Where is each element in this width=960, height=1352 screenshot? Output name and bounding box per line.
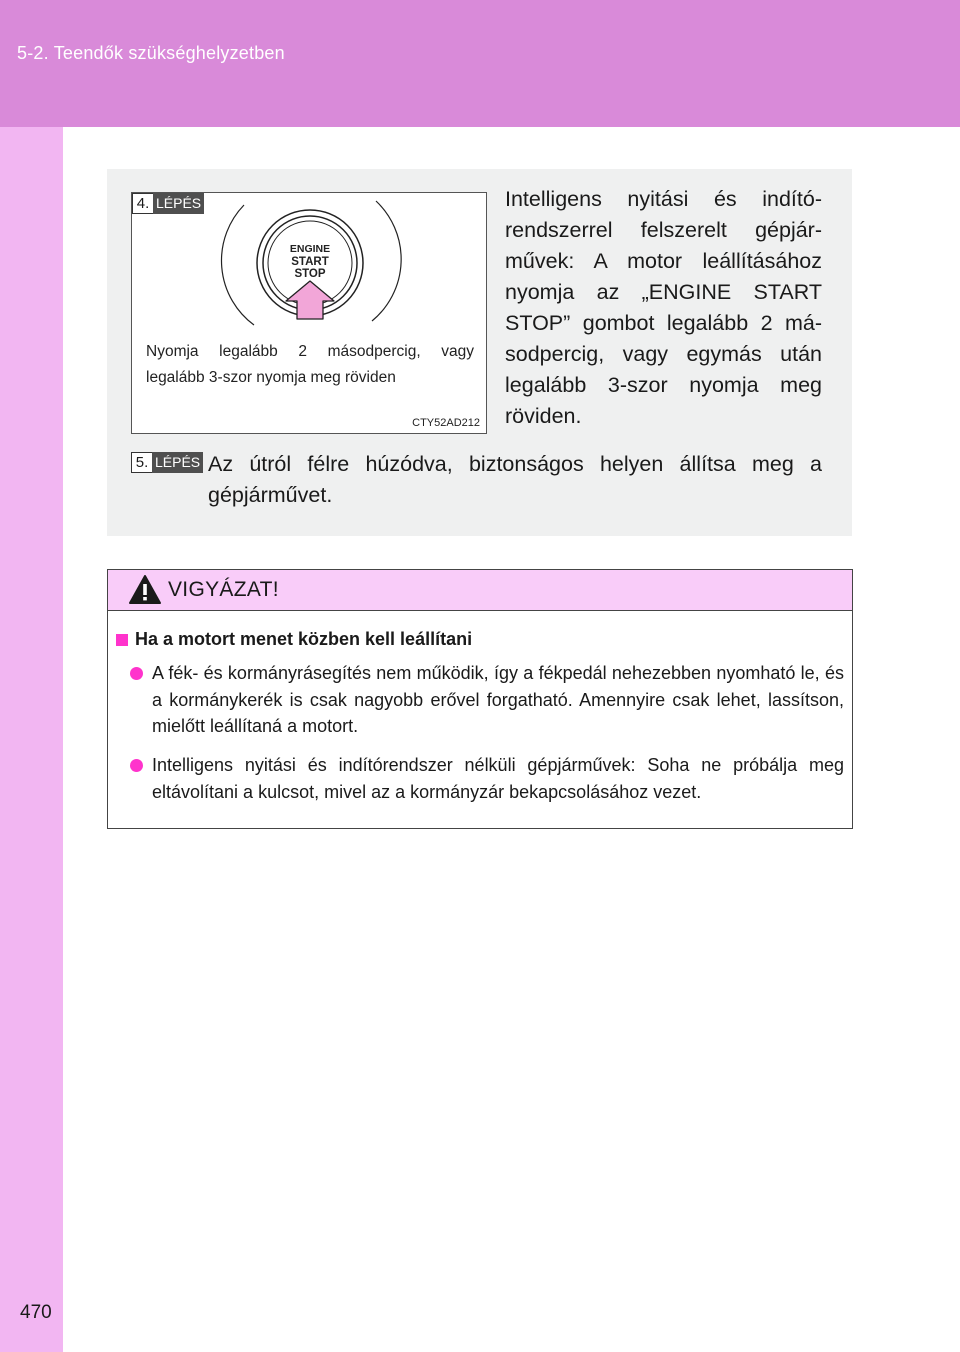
step4-text: Intelligens nyitási és indító-rendszerrel felszerelt gépjár-művek: A motor leállításához nyomja az „ENGINE START STOP” gombot legalább 2 má-sodpercig, vagy egymás után legalább 3-szor nyomja meg röviden.: [505, 187, 822, 428]
warning-triangle-icon: [128, 574, 162, 606]
warning-box: [107, 569, 853, 829]
outer-arc-left: [221, 205, 254, 325]
step5-number: 5.: [131, 452, 152, 473]
engine-button-figure: [131, 192, 487, 434]
side-band: [0, 127, 63, 1352]
section-title: 5-2. Teendők szükséghelyzetben: [17, 43, 285, 63]
figure-caption-line2: legalább 3-szor nyomja meg röviden: [146, 369, 396, 386]
warning-item-text: A fék- és kormányrásegítés nem működik, így a fékpedál nehezebben nyomható le, és a kormánykerék is csak nagyobb erővel forgatható. Amennyire csak lehet, lassítson, mielőtt leállítaná a motort.: [152, 663, 844, 736]
button-label-line2: START: [291, 256, 329, 268]
figure-caption: [146, 339, 474, 391]
warning-item: [130, 752, 844, 805]
step5-text: Az útról félre húzódva, biztonságos helyen állítsa meg a gépjárművet.: [208, 452, 822, 507]
warning-subheading: [116, 629, 472, 650]
warning-header: [108, 570, 852, 611]
step5-word: LÉPÉS: [152, 452, 203, 473]
outer-arc-right: [372, 201, 401, 321]
button-label-line1: ENGINE: [289, 243, 331, 255]
figure-code: CTY52AD212: [412, 417, 480, 429]
warning-title: VIGYÁZAT!: [168, 578, 279, 601]
warning-item-text: Intelligens nyitási és indítórendszer nélküli gépjárművek: Soha ne próbálja meg eltávolítani a kulcsot, mivel az a kormányzár bekapcsolásához vezet.: [152, 755, 844, 802]
figure-caption-line1: Nyomja legalább 2 másodpercig, vagy: [146, 343, 474, 360]
square-bullet-icon: [116, 634, 128, 646]
engine-start-stop-illustration: [132, 193, 486, 343]
step4-number: 4.: [132, 193, 153, 214]
warning-subheading-text: Ha a motort menet közben kell leállítani: [135, 629, 473, 649]
page-number: 470: [20, 1302, 52, 1323]
button-label-line3: STOP: [294, 268, 326, 280]
round-bullet-icon: [130, 759, 143, 772]
round-bullet-icon: [130, 667, 143, 680]
warning-item: [130, 660, 844, 740]
step4-word: LÉPÉS: [153, 193, 204, 214]
step5-badge: [131, 452, 203, 473]
